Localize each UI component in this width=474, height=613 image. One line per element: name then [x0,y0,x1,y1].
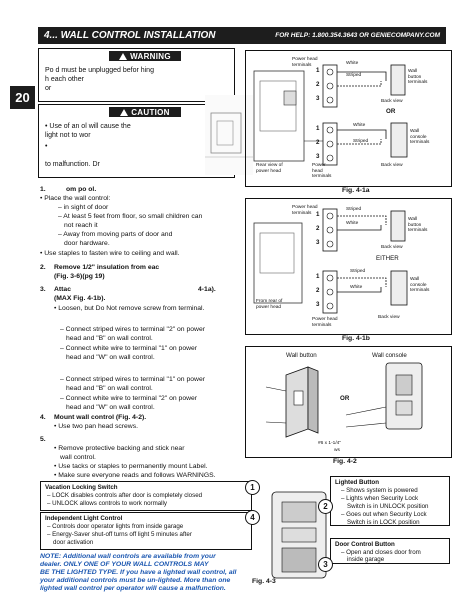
warning-triangle-icon [119,53,127,60]
lighted-button-callout [330,476,450,526]
lighted-line-4: – Goes out when Security Lock [341,511,427,518]
fig1a-rear-view: Rear view of power head [256,163,283,174]
fig-4-2-caption: Fig. 4-2 [333,458,357,465]
vacation-line-2: – UNLOCK allows controls to work normally [47,500,168,507]
caution-line-2: light not to wor [45,132,91,139]
fig1b-wall-button-terminals: Wall button terminals [408,217,428,233]
caution-line-3: • [45,143,48,150]
door-title: Door Control Button [335,541,395,548]
vacation-lock-callout [40,481,252,511]
fig2-screw: #6 x 1-1/4" [318,441,342,446]
caution-badge [109,107,181,117]
fig1b-white-2: White [350,285,363,290]
fig1b-num2-1: 1 [316,273,320,280]
fig1a-num-1: 1 [316,67,320,74]
page-number: 20 [10,86,35,109]
independent-title: Independent Light Control [45,515,123,522]
callout-number-4: 4 [245,510,260,525]
fig1b-power-head-terminals: Power head terminals [292,205,318,216]
door-line-1: – Open and closes door from [341,549,421,556]
step-1-item-3: – Away from moving parts of door and [58,231,173,238]
fig1a-num2-2: 2 [316,139,320,146]
note-line-1: NOTE: Additional wall controls are available from your [40,553,216,560]
lighted-line-1: – Shows system is powered [341,487,418,494]
fig1a-striped: Striped [346,73,362,78]
step-2-title: Remove 1/2" insulation from eac [54,264,160,271]
step-1-number: 1. [40,186,46,193]
lighted-line-5: Switch is in LOCK position [347,519,420,526]
fig2-wall-console: Wall console [372,352,407,359]
step-5-number: 5. [40,436,46,443]
step-1-item-3b: door hardware. [64,240,110,247]
warning-label: WARNING [130,51,171,61]
figure-4-1a [245,50,452,187]
step-3-title: Attac [54,286,71,293]
door-line-2: inside garage [347,556,385,563]
step-5-bullet-1b: wall control. [60,454,96,461]
independent-light-callout [40,512,252,550]
fig1b-num-3: 3 [316,239,320,246]
warning-line-2: h each other [45,76,84,83]
step-1-item-2: – At least 5 feet from floor, so small children can [58,213,203,220]
fig1b-either: EITHER [376,255,399,262]
warning-box [38,48,235,102]
fig1a-back-view-2: Back view [381,163,403,168]
fig1a-white-2: White [353,123,366,128]
fig1a-num2-3: 3 [316,153,320,160]
fig1a-striped-2: Striped [353,139,369,144]
caution-triangle-icon [120,109,128,116]
independent-line-1: – Controls door operator lights from inside garage [47,523,184,530]
step-2-number: 2. [40,264,46,271]
fig1b-num2-2: 2 [316,287,320,294]
section-title: 4... WALL CONTROL INSTALLATION [44,30,216,41]
note-line-2: dealer. ONLY ONE OF YOUR WALL CONTROLS MAY [40,561,209,568]
caution-label: CAUTION [131,107,170,117]
fig1b-back-view-2: Back view [378,315,400,320]
fig1b-striped-2: Striped [350,269,366,274]
fig1b-num2-3: 3 [316,301,320,308]
fig1a-wall-console-terminals: Wall console terminals [410,129,430,145]
fig1a-or: OR [386,108,396,115]
step-3-title-b: (MAX Fig. 4-1b). [54,295,106,302]
fig1a-wall-button-terminals: Wall button terminals [408,69,428,85]
callout-number-1: 1 [245,480,260,495]
fig1a-num-3: 3 [316,95,320,102]
step-1-bullet-2: • Use staples to fasten wire to ceiling and wall. [40,250,180,257]
step-3-number: 3. [40,286,46,293]
help-line: FOR HELP: 1.800.354.3643 OR GENIECOMPANY.COM [275,32,440,39]
fig1b-num-1: 1 [316,211,320,218]
step-4-number: 4. [40,414,46,421]
step-1-title: om po ol. [66,186,97,193]
step-4-bullet-1: • Use two pan head screws. [54,423,138,430]
step-3-conn-4a: – Connect white wire to terminal "2" on power [60,395,198,402]
warning-badge [109,51,181,61]
additional-controls-note [40,553,245,593]
step-2-title-b: (Fig. 3-6)(pg 19) [54,273,105,280]
fig1b-striped: Striped [346,207,362,212]
caution-line-4: to malfunction. Dr [45,161,100,168]
fig1a-power-head-terminals: Power head terminals [292,57,318,68]
step-3-conn-4b: head and "W" on wall control. [66,404,155,411]
fig1b-white: White [346,221,359,226]
warning-line-3: or [45,85,52,92]
fig1b-num-2: 2 [316,225,320,232]
step-3-title-right: 4-1a). [198,286,216,293]
step-1-item-1: – in sight of door [58,204,109,211]
fig1b-power-head-terminals-2: Power head terminals [312,317,338,328]
figure-4-2 [245,346,452,458]
page-header [38,27,446,44]
step-4-title: Mount wall control (Fig. 4-2). [54,414,147,421]
independent-line-3: door activation [53,539,94,546]
independent-line-2: – Energy-Saver shut-off turns off light 5 minutes after [47,531,192,538]
step-1-item-2b: not reach it [64,222,98,229]
vacation-line-1: – LOCK disables controls after door is completely closed [47,492,203,499]
callout-number-2: 2 [318,499,333,514]
note-line-5: lighted wall control per operator will cause a malfunction. [40,585,226,592]
fig1a-num2-1: 1 [316,125,320,132]
fig1a-white: White [346,61,359,66]
fig2-or: OR [340,395,350,402]
fig2-ws: ws [334,448,340,453]
vacation-title: Vacation Locking Switch [45,484,118,491]
step-3-conn-1b: head and "B" on wall control. [66,335,153,342]
lighted-line-3: Switch is in UNLOCK position [347,503,429,510]
lighted-title: Lighted Button [335,479,379,486]
fig1b-back-view: Back view [381,245,403,250]
step-5-bullet-1: • Remove protective backing and stick near [54,445,185,452]
fig1a-back-view: Back view [381,99,403,104]
step-3-conn-1a: – Connect striped wires to terminal "2" on power [60,326,205,333]
lighted-line-2: – Lights when Security Lock [341,495,419,502]
step-3-conn-3b: head and "B" on wall control. [66,385,153,392]
fig1b-wall-console-terminals: Wall console terminals [410,277,430,293]
note-line-4: your additional controls must be un-lighted. More than one [40,577,231,584]
step-3-conn-2a: – Connect white wire to terminal "1" on power [60,345,198,352]
fig1a-power-head-terminals-2: Power head terminals [312,163,332,179]
warning-line-1: Po d must be unplugged befor hing [45,67,154,74]
step-3-conn-3a: – Connect striped wires to terminal "1" on power [60,376,205,383]
fig1a-num-2: 2 [316,81,320,88]
step-5-bullet-2: • Use tacks or staples to permanently mount Label. [54,463,208,470]
fig2-wall-button: Wall button [286,352,317,359]
callout-number-3: 3 [318,557,333,572]
fig1b-from-rear: From rear of power head [256,299,283,310]
step-1-bullet-1: • Place the wall control: [40,195,111,202]
fig-4-1b-caption: Fig. 4-1b [342,335,370,342]
fig-4-3-caption: Fig. 4-3 [252,578,276,585]
step-5-bullet-3: • Make sure everyone reads and follows WARNINGS. [54,472,216,479]
door-control-callout [330,538,450,564]
note-line-3: BE THE LIGHTED TYPE. If you have a lighted wall control, all [40,569,237,576]
figure-4-1b [245,198,452,335]
step-3-bullet-1: • Loosen, but Do Not remove screw from terminal. [54,305,205,312]
step-3-conn-2b: head and "W" on wall control. [66,354,155,361]
caution-line-1: • Use of an ol will cause the [45,123,131,130]
fig-4-1a-caption: Fig. 4-1a [342,187,370,194]
